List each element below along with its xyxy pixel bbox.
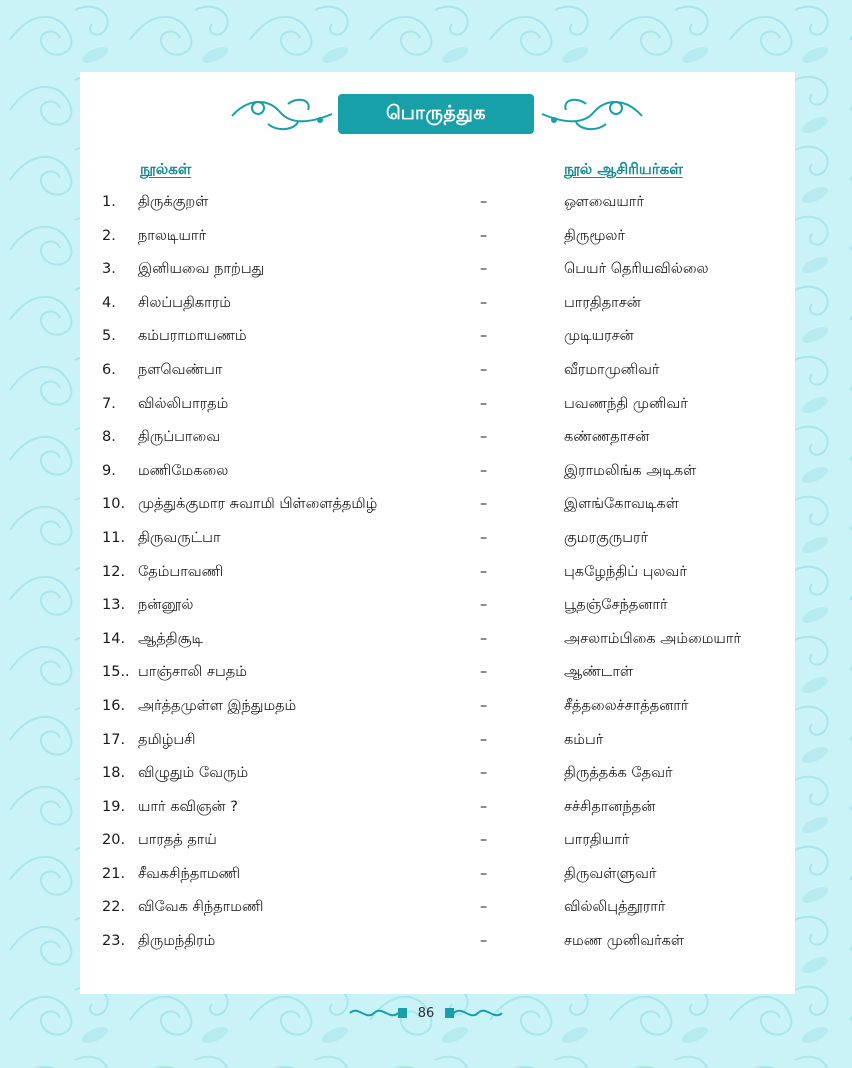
author-name: திருத்தக்க தேவர் [564, 765, 673, 782]
book-title: நன்னூல் [138, 597, 194, 614]
table-row [80, 692, 795, 726]
book-title: விழுதும் வேரும் [138, 765, 249, 782]
row-number: 20. [102, 832, 126, 849]
separator-dash: – [480, 261, 488, 278]
separator-dash: – [480, 328, 488, 345]
author-name: சச்சிதானந்தன் [564, 798, 656, 815]
separator-dash: – [480, 865, 488, 882]
table-row [80, 322, 795, 356]
book-title: சிலப்பதிகாரம் [138, 294, 231, 311]
separator-dash: – [480, 294, 488, 311]
table-row [80, 927, 795, 961]
table-row [80, 726, 795, 760]
book-title: நாலடியார் [138, 227, 207, 244]
row-number: 21. [102, 865, 126, 882]
book-title: மணிமேகலை [138, 462, 229, 479]
book-title: திருக்குறள் [138, 194, 209, 210]
table-row [80, 255, 795, 289]
author-name: கண்ணதாசன் [564, 429, 650, 446]
table-row [80, 390, 795, 424]
table-row [80, 457, 795, 491]
author-name: சமண முனிவர்கள் [564, 933, 685, 950]
row-number: 19. [102, 798, 126, 815]
table-row [80, 524, 795, 558]
book-title: நளவெண்பா [138, 361, 223, 378]
author-name: இராமலிங்க அடிகள் [564, 462, 697, 479]
row-number: 5. [102, 328, 116, 345]
row-number: 8. [102, 429, 116, 446]
separator-dash: – [480, 395, 488, 412]
table-row [80, 490, 795, 524]
separator-dash: – [480, 529, 488, 546]
author-name: வில்லிபுத்தூரார் [564, 899, 666, 916]
table-row [80, 558, 795, 592]
separator-dash: – [480, 798, 488, 815]
book-title: முத்துக்குமார சுவாமி பிள்ளைத்தமிழ் [138, 496, 378, 513]
row-number: 4. [102, 294, 116, 311]
row-number: 22. [102, 899, 126, 916]
row-number: 18. [102, 765, 126, 782]
row-number: 2. [102, 227, 116, 244]
author-name: பாரதியார் [564, 832, 630, 849]
author-name: பெயர் தெரியவில்லை [564, 261, 709, 278]
separator-dash: – [480, 496, 488, 513]
content-page [80, 72, 795, 994]
footer-right-ornament-icon [444, 1005, 504, 1021]
page-title: பொருத்துக [338, 94, 534, 134]
left-flourish-icon [228, 94, 336, 134]
separator-dash: – [480, 429, 488, 446]
table-row [80, 289, 795, 323]
row-number: 6. [102, 361, 116, 378]
row-number: 1. [102, 194, 116, 210]
book-title: இனியவை நாற்பது [138, 261, 265, 278]
match-list [80, 188, 795, 961]
book-title: விவேக சிந்தாமணி [138, 899, 264, 916]
separator-dash: – [480, 563, 488, 580]
book-title: கம்பராமாயணம் [138, 328, 247, 345]
row-number: 17. [102, 731, 126, 748]
book-title: திருமந்திரம் [138, 933, 216, 950]
book-title: தமிழ்பசி [138, 731, 196, 748]
author-name: பாரதிதாசன் [564, 294, 641, 311]
separator-dash: – [480, 462, 488, 479]
table-row [80, 793, 795, 827]
book-title: வில்லிபாரதம் [138, 395, 229, 412]
table-row [80, 893, 795, 927]
author-name: அசலாம்பிகை அம்மையார் [564, 630, 742, 647]
author-name: புகழேந்திப் புலவர் [564, 563, 687, 580]
author-name: இளங்கோவடிகள் [564, 496, 679, 513]
book-title: யார் கவிஞன் ? [138, 798, 238, 815]
row-number: 15.. [102, 664, 130, 681]
row-number: 3. [102, 261, 116, 278]
author-name: பவணந்தி முனிவர் [564, 395, 688, 412]
separator-dash: – [480, 597, 488, 614]
row-number: 10. [102, 496, 126, 513]
separator-dash: – [480, 194, 488, 210]
author-name: திருவள்ளுவர் [564, 865, 657, 882]
separator-dash: – [480, 765, 488, 782]
separator-dash: – [480, 899, 488, 916]
author-name: ஔவையார் [564, 194, 644, 210]
separator-dash: – [480, 697, 488, 714]
table-row [80, 826, 795, 860]
page-footer [0, 1000, 852, 1026]
table-row [80, 759, 795, 793]
book-title: அர்த்தமுள்ள இந்துமதம் [138, 697, 297, 714]
footer-left-ornament-icon [348, 1005, 408, 1021]
row-number: 11. [102, 529, 126, 546]
table-row [80, 658, 795, 692]
author-name: வீரமாமுனிவர் [564, 361, 660, 378]
table-row [80, 356, 795, 390]
book-title: ஆத்திசூடி [138, 630, 204, 647]
title-banner [80, 94, 795, 140]
row-number: 13. [102, 597, 126, 614]
author-name: குமரகுருபரர் [564, 529, 649, 546]
row-number: 23. [102, 933, 126, 950]
book-title: பாரதத் தாய் [138, 832, 217, 849]
book-title: பாஞ்சாலி சபதம் [138, 664, 247, 681]
authors-column-header: நூல் ஆசிரியர்கள் [564, 160, 683, 178]
table-row [80, 625, 795, 659]
author-name: சீத்தலைச்சாத்தனார் [564, 697, 689, 714]
author-name: கம்பர் [564, 731, 604, 748]
page-number: 86 [417, 1005, 435, 1021]
book-title: திருவருட்பா [138, 529, 221, 546]
book-title: சீவகசிந்தாமணி [138, 865, 241, 882]
table-row [80, 591, 795, 625]
separator-dash: – [480, 832, 488, 849]
row-number: 12. [102, 563, 126, 580]
table-row [80, 860, 795, 894]
separator-dash: – [480, 664, 488, 681]
books-column-header: நூல்கள் [140, 160, 192, 178]
row-number: 14. [102, 630, 126, 647]
author-name: ஆண்டாள் [564, 664, 633, 681]
book-title: திருப்பாவை [138, 429, 221, 446]
separator-dash: – [480, 731, 488, 748]
separator-dash: – [480, 630, 488, 647]
table-row [80, 423, 795, 457]
author-name: பூதஞ்சேந்தனார் [564, 597, 668, 614]
author-name: திருமூலர் [564, 227, 625, 244]
right-flourish-icon [538, 94, 646, 134]
row-number: 7. [102, 395, 116, 412]
separator-dash: – [480, 933, 488, 950]
author-name: முடியரசன் [564, 328, 634, 345]
separator-dash: – [480, 361, 488, 378]
book-title: தேம்பாவணி [138, 563, 224, 580]
table-row [80, 222, 795, 256]
separator-dash: – [480, 227, 488, 244]
row-number: 16. [102, 697, 126, 714]
table-row [80, 188, 795, 222]
row-number: 9. [102, 462, 116, 479]
